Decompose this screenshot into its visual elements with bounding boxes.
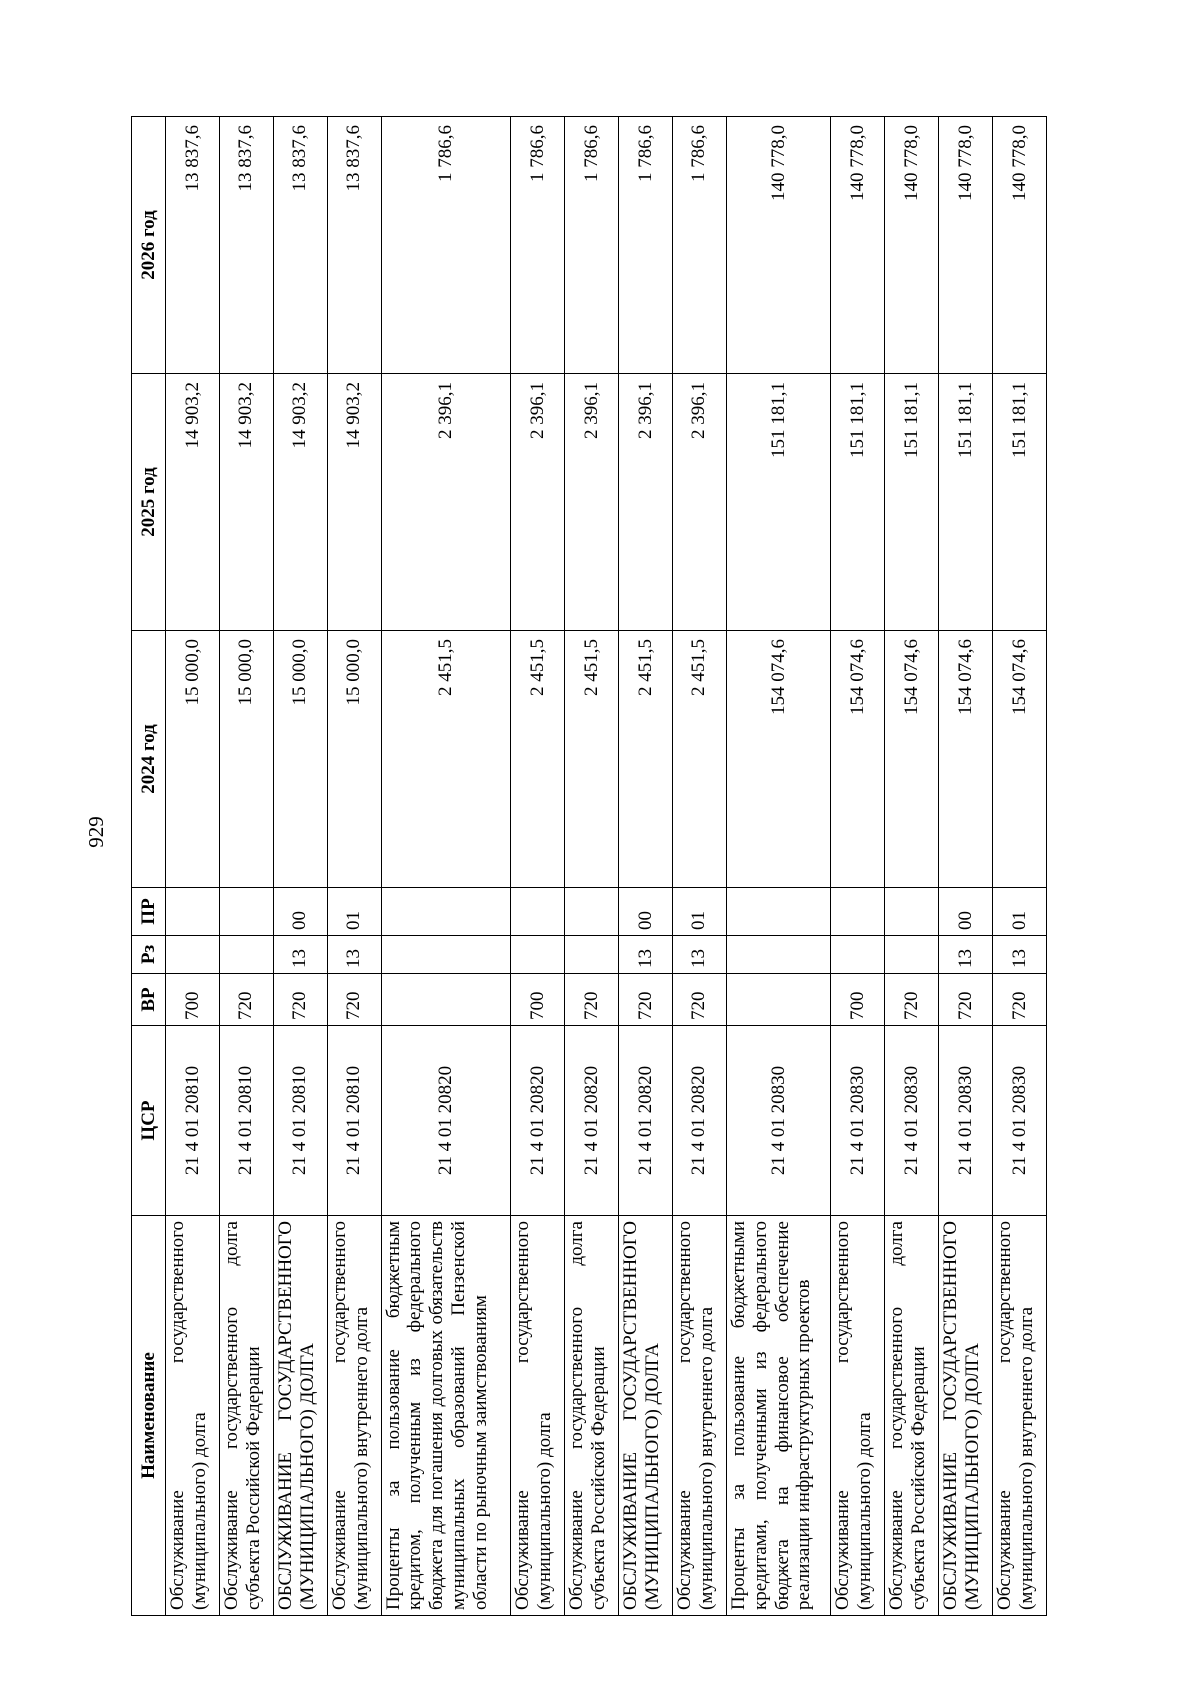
- cell-2025: 14 903,2: [273, 374, 327, 631]
- cell-pr: [831, 888, 885, 936]
- cell-csr: 21 4 01 20810: [219, 1026, 273, 1216]
- cell-csr: 21 4 01 20830: [939, 1026, 993, 1216]
- table-row: [327, 117, 381, 1616]
- cell-rz: 13: [672, 936, 726, 974]
- cell-csr: 21 4 01 20820: [511, 1026, 565, 1216]
- budget-table-container: [131, 116, 1047, 1616]
- cell-2025: 151 181,1: [992, 374, 1046, 631]
- cell-name: Обслуживание государственного (муниципального) внутреннего долга: [672, 1216, 726, 1616]
- cell-rz: [166, 936, 220, 974]
- table-row: [672, 117, 726, 1616]
- cell-rz: 13: [939, 936, 993, 974]
- cell-vr: 720: [619, 974, 673, 1026]
- cell-csr: 21 4 01 20830: [726, 1026, 830, 1216]
- cell-2025: 14 903,2: [166, 374, 220, 631]
- cell-name: Обслуживание государственного (муниципального) долга: [166, 1216, 220, 1616]
- cell-2026: 1 786,6: [511, 117, 565, 374]
- table-row: [885, 117, 939, 1616]
- cell-2026: 1 786,6: [672, 117, 726, 374]
- cell-2024: 15 000,0: [327, 631, 381, 888]
- cell-pr: 00: [619, 888, 673, 936]
- cell-vr: 700: [511, 974, 565, 1026]
- cell-rz: [885, 936, 939, 974]
- table-row: [831, 117, 885, 1616]
- header-rz: Рз: [132, 936, 166, 974]
- cell-csr: 21 4 01 20820: [672, 1026, 726, 1216]
- cell-vr: 720: [885, 974, 939, 1026]
- cell-pr: [885, 888, 939, 936]
- cell-2024: 2 451,5: [381, 631, 511, 888]
- cell-2024: 2 451,5: [565, 631, 619, 888]
- cell-vr: 700: [831, 974, 885, 1026]
- cell-csr: 21 4 01 20810: [273, 1026, 327, 1216]
- cell-csr: 21 4 01 20820: [619, 1026, 673, 1216]
- cell-vr: 720: [939, 974, 993, 1026]
- cell-2026: 140 778,0: [831, 117, 885, 374]
- table-header-row: [132, 117, 166, 1616]
- cell-csr: 21 4 01 20810: [166, 1026, 220, 1216]
- cell-2025: 151 181,1: [939, 374, 993, 631]
- cell-name: ОБСЛУЖИВАНИЕ ГОСУДАРСТВЕННОГО (МУНИЦИПАЛЬНОГО) ДОЛГА: [939, 1216, 993, 1616]
- cell-2024: 154 074,6: [992, 631, 1046, 888]
- header-2026: 2026 год: [132, 117, 166, 374]
- cell-vr: 700: [166, 974, 220, 1026]
- cell-name: Обслуживание государственного долга субъекта Российской Федерации: [565, 1216, 619, 1616]
- cell-pr: 00: [939, 888, 993, 936]
- cell-rz: [726, 936, 830, 974]
- cell-pr: [219, 888, 273, 936]
- table-row: [565, 117, 619, 1616]
- cell-2026: 140 778,0: [939, 117, 993, 374]
- cell-rz: 13: [327, 936, 381, 974]
- cell-name: Проценты за пользование бюджетным кредитом, полученным из федерального бюджета для погашения долговых обязательств муниципальных образований Пензенской области по рыночным заимствованиям: [381, 1216, 511, 1616]
- cell-rz: [565, 936, 619, 974]
- cell-vr: 720: [565, 974, 619, 1026]
- cell-pr: [726, 888, 830, 936]
- cell-2025: 2 396,1: [619, 374, 673, 631]
- cell-2026: 140 778,0: [885, 117, 939, 374]
- cell-rz: [381, 936, 511, 974]
- cell-2026: 140 778,0: [992, 117, 1046, 374]
- table-row: [381, 117, 511, 1616]
- cell-2026: 1 786,6: [565, 117, 619, 374]
- cell-pr: 00: [273, 888, 327, 936]
- cell-2024: 154 074,6: [726, 631, 830, 888]
- cell-rz: [831, 936, 885, 974]
- cell-pr: [381, 888, 511, 936]
- cell-vr: 720: [273, 974, 327, 1026]
- cell-2026: 13 837,6: [327, 117, 381, 374]
- cell-2026: 1 786,6: [381, 117, 511, 374]
- cell-2025: 14 903,2: [327, 374, 381, 631]
- cell-2024: 154 074,6: [831, 631, 885, 888]
- cell-2025: 151 181,1: [726, 374, 830, 631]
- table-row: [511, 117, 565, 1616]
- cell-2024: 2 451,5: [619, 631, 673, 888]
- cell-name: Обслуживание государственного долга субъекта Российской Федерации: [219, 1216, 273, 1616]
- cell-name: Обслуживание государственного долга субъекта Российской Федерации: [885, 1216, 939, 1616]
- header-2025: 2025 год: [132, 374, 166, 631]
- cell-pr: [511, 888, 565, 936]
- table-row: [273, 117, 327, 1616]
- table-body: [166, 117, 1047, 1616]
- cell-2024: 15 000,0: [273, 631, 327, 888]
- cell-2025: 151 181,1: [831, 374, 885, 631]
- table-row: [726, 117, 830, 1616]
- cell-pr: [166, 888, 220, 936]
- cell-2024: 15 000,0: [166, 631, 220, 888]
- cell-vr: 720: [327, 974, 381, 1026]
- cell-2026: 1 786,6: [619, 117, 673, 374]
- cell-csr: 21 4 01 20820: [565, 1026, 619, 1216]
- cell-name: Обслуживание государственного (муниципального) долга: [831, 1216, 885, 1616]
- table-row: [992, 117, 1046, 1616]
- cell-csr: 21 4 01 20810: [327, 1026, 381, 1216]
- cell-name: Обслуживание государственного (муниципального) внутреннего долга: [992, 1216, 1046, 1616]
- cell-vr: 720: [992, 974, 1046, 1026]
- table-row: [939, 117, 993, 1616]
- cell-name: Проценты за пользование бюджетными кредитами, полученными из федерального бюджета на финансовое обеспечение реализации инфраструктурных проектов: [726, 1216, 830, 1616]
- cell-csr: 21 4 01 20820: [381, 1026, 511, 1216]
- cell-vr: 720: [219, 974, 273, 1026]
- header-2024: 2024 год: [132, 631, 166, 888]
- cell-pr: 01: [672, 888, 726, 936]
- cell-2024: 2 451,5: [511, 631, 565, 888]
- cell-2025: 151 181,1: [885, 374, 939, 631]
- cell-vr: [381, 974, 511, 1026]
- cell-2025: 14 903,2: [219, 374, 273, 631]
- table-row: [619, 117, 673, 1616]
- budget-table: [131, 116, 1047, 1616]
- header-vr: ВР: [132, 974, 166, 1026]
- header-pr: ПР: [132, 888, 166, 936]
- cell-name: Обслуживание государственного (муниципального) внутреннего долга: [327, 1216, 381, 1616]
- cell-name: ОБСЛУЖИВАНИЕ ГОСУДАРСТВЕННОГО (МУНИЦИПАЛЬНОГО) ДОЛГА: [619, 1216, 673, 1616]
- table-row: [219, 117, 273, 1616]
- cell-2025: 2 396,1: [565, 374, 619, 631]
- cell-pr: [565, 888, 619, 936]
- cell-2025: 2 396,1: [511, 374, 565, 631]
- cell-rz: [511, 936, 565, 974]
- cell-csr: 21 4 01 20830: [831, 1026, 885, 1216]
- cell-2025: 2 396,1: [672, 374, 726, 631]
- cell-2026: 13 837,6: [219, 117, 273, 374]
- cell-rz: 13: [273, 936, 327, 974]
- header-name: Наименование: [132, 1216, 166, 1616]
- cell-2024: 2 451,5: [672, 631, 726, 888]
- cell-csr: 21 4 01 20830: [992, 1026, 1046, 1216]
- cell-name: Обслуживание государственного (муниципального) долга: [511, 1216, 565, 1616]
- page-number: 929: [84, 816, 108, 848]
- cell-2025: 2 396,1: [381, 374, 511, 631]
- cell-rz: [219, 936, 273, 974]
- cell-vr: 720: [672, 974, 726, 1026]
- cell-vr: [726, 974, 830, 1026]
- cell-pr: 01: [327, 888, 381, 936]
- table-row: [166, 117, 220, 1616]
- cell-2024: 154 074,6: [939, 631, 993, 888]
- cell-rz: 13: [992, 936, 1046, 974]
- cell-2026: 13 837,6: [166, 117, 220, 374]
- cell-csr: 21 4 01 20830: [885, 1026, 939, 1216]
- header-csr: ЦСР: [132, 1026, 166, 1216]
- cell-2026: 140 778,0: [726, 117, 830, 374]
- cell-2026: 13 837,6: [273, 117, 327, 374]
- cell-2024: 15 000,0: [219, 631, 273, 888]
- cell-rz: 13: [619, 936, 673, 974]
- cell-2024: 154 074,6: [885, 631, 939, 888]
- cell-pr: 01: [992, 888, 1046, 936]
- cell-name: ОБСЛУЖИВАНИЕ ГОСУДАРСТВЕННОГО (МУНИЦИПАЛЬНОГО) ДОЛГА: [273, 1216, 327, 1616]
